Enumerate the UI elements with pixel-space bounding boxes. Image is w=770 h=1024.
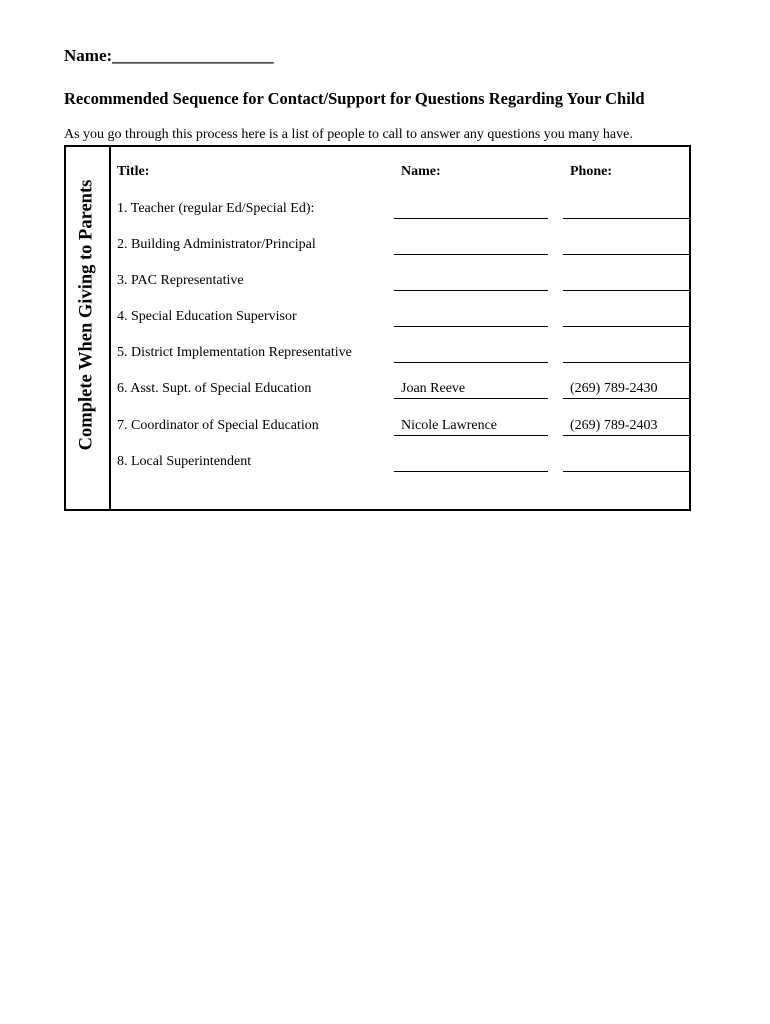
contact-title: 6. Asst. Supt. of Special Education	[117, 381, 312, 396]
contact-row	[66, 416, 689, 440]
contact-form-box	[64, 145, 691, 511]
contact-name-field[interactable]	[394, 235, 548, 255]
contact-phone-field[interactable]	[563, 271, 689, 291]
contact-title: 1. Teacher (regular Ed/Special Ed):	[117, 201, 315, 216]
contact-row	[66, 271, 689, 295]
contact-phone-field[interactable]	[563, 343, 689, 363]
contact-title: 4. Special Education Supervisor	[117, 309, 297, 324]
contact-name-field[interactable]: Joan Reeve	[394, 379, 548, 399]
contact-phone-field[interactable]	[563, 235, 689, 255]
contact-row	[66, 452, 689, 476]
column-header-title: Title:	[117, 164, 150, 179]
contact-phone-field[interactable]	[563, 199, 689, 219]
contact-title: 7. Coordinator of Special Education	[117, 418, 319, 433]
document-title: Recommended Sequence for Contact/Support for Questions Regarding Your Child	[64, 89, 645, 108]
contact-name-field[interactable]	[394, 307, 548, 327]
contact-row	[66, 379, 689, 403]
contact-phone-field[interactable]	[563, 307, 689, 327]
contact-name-field[interactable]	[394, 199, 548, 219]
contact-title: 5. District Implementation Representative	[117, 345, 352, 360]
side-label: Complete When Giving to Parents	[76, 179, 97, 451]
contact-name-field[interactable]	[394, 271, 548, 291]
contact-phone-field[interactable]: (269) 789-2403	[563, 416, 689, 436]
contact-name-field[interactable]	[394, 452, 548, 472]
contact-phone-field[interactable]: (269) 789-2430	[563, 379, 689, 399]
column-header-name: Name:	[401, 164, 441, 179]
contact-row	[66, 199, 689, 223]
contact-phone-field[interactable]	[563, 452, 689, 472]
contact-row	[66, 343, 689, 367]
contact-name-field[interactable]	[394, 343, 548, 363]
intro-text: As you go through this process here is a list of people to call to answer any questions you many have.	[64, 127, 633, 142]
contact-title: 3. PAC Representative	[117, 273, 244, 288]
student-name-line: Name:___________________	[64, 46, 274, 65]
contact-title: 2. Building Administrator/Principal	[117, 237, 316, 252]
column-header-phone: Phone:	[570, 164, 612, 179]
contact-row	[66, 235, 689, 259]
contact-name-field[interactable]: Nicole Lawrence	[394, 416, 548, 436]
contact-row	[66, 307, 689, 331]
contact-title: 8. Local Superintendent	[117, 454, 252, 469]
